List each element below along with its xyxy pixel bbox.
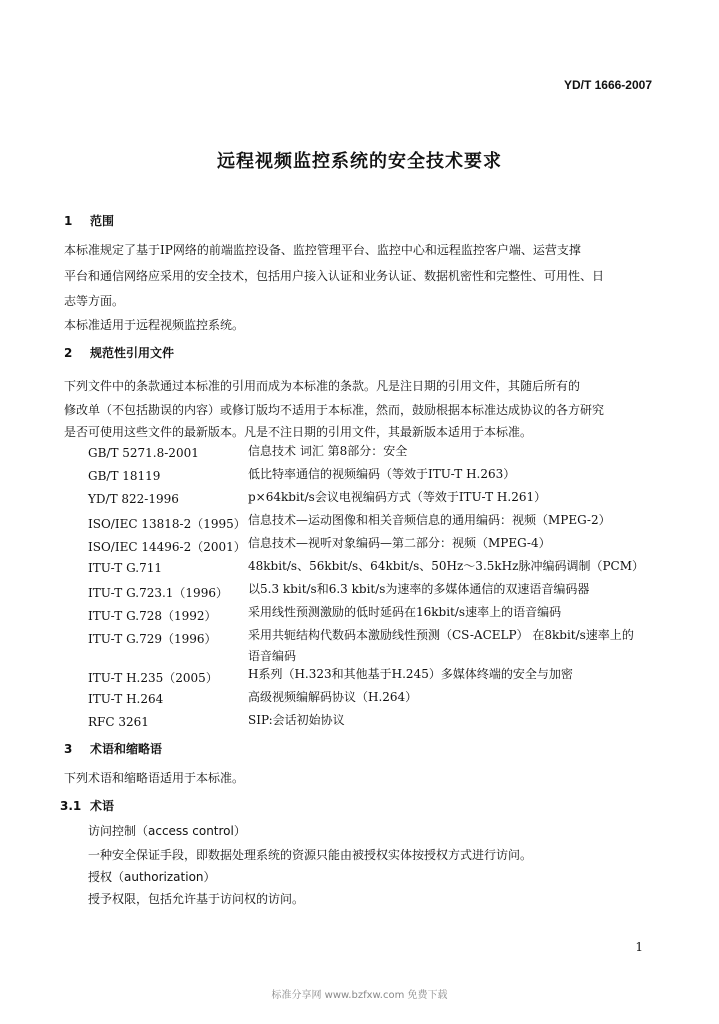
section-title: 规范性引用文件 xyxy=(90,346,175,360)
reference-title: H系列（H.323和其他基于H.245）多媒体终端的安全与加密 xyxy=(248,667,573,681)
paragraph-line: 本标准规定了基于IP网络的前端监控设备、监控管理平台、监控中心和远程监控客户端、运营支撑 xyxy=(64,243,581,257)
section-number: 1 xyxy=(64,214,73,228)
section-number: 2 xyxy=(64,346,73,360)
reference-code: ITU-T H.264 xyxy=(88,692,164,706)
reference-title: 高级视频编解码协议（H.264） xyxy=(248,690,418,704)
reference-title: p×64kbit/s会议电视编码方式（等效于ITU-T H.261） xyxy=(248,490,547,504)
paragraph-line: 下列术语和缩略语适用于本标准。 xyxy=(64,771,245,785)
subsection-title: 术语 xyxy=(90,799,115,813)
reference-title: 以5.3 kbit/s和6.3 kbit/s为速率的多媒体通信的双速语音编码器 xyxy=(248,582,590,596)
paragraph-line: 下列文件中的条款通过本标准的引用而成为本标准的条款。凡是注日期的引用文件，其随后所有的 xyxy=(64,379,581,393)
document-code: YD/T 1666-2007 xyxy=(563,78,652,92)
reference-title: 48kbit/s、56kbit/s、64kbit/s、50Hz～3.5kHz脉冲编码调制（PCM） xyxy=(248,559,644,573)
reference-title: 采用共轭结构代数码本激励线性预测（CS-ACELP） 在8kbit/s速率上的 xyxy=(248,628,634,642)
page-number: 1 xyxy=(635,940,643,954)
reference-code: ISO/IEC 14496-2（2001） xyxy=(88,540,246,554)
document-title: 远程视频监控系统的安全技术要求 xyxy=(217,151,502,172)
reference-code: GB/T 5271.8-2001 xyxy=(88,446,199,460)
footer-watermark: 标准分享网 www.bzfxw.com 免费下载 xyxy=(271,990,448,1001)
reference-title: 采用线性预测激励的低时延码在16kbit/s速率上的语音编码 xyxy=(248,605,562,619)
subsection-3-1-heading xyxy=(60,797,114,814)
section-number: 3 xyxy=(64,742,73,756)
term-definition: 授予权限，包括允许基于访问权的访问。 xyxy=(88,892,305,906)
section-title: 术语和缩略语 xyxy=(90,742,163,756)
reference-code: ITU-T G.729（1996） xyxy=(88,632,217,646)
term-definition: 一种安全保证手段，即数据处理系统的资源只能由被授权实体按授权方式进行访问。 xyxy=(88,848,533,862)
paragraph-line: 本标准适用于远程视频监控系统。 xyxy=(64,318,245,332)
reference-code: ITU-T G.711 xyxy=(88,561,162,575)
reference-code: ITU-T G.728（1992） xyxy=(88,609,217,623)
reference-title: 低比特率通信的视频编码（等效于ITU-T H.263） xyxy=(248,467,516,481)
reference-code: ISO/IEC 13818-2（1995） xyxy=(88,517,246,531)
reference-title: 信息技术 词汇 第8部分：安全 xyxy=(248,444,408,458)
reference-code: RFC 3261 xyxy=(88,715,149,729)
paragraph-line: 是否可使用这些文件的最新版本。凡是不注日期的引用文件，其最新版本适用于本标准。 xyxy=(64,425,533,439)
reference-code: YD/T 822-1996 xyxy=(88,492,179,506)
reference-code: ITU-T H.235（2005） xyxy=(88,671,218,685)
section-title: 范围 xyxy=(90,214,115,228)
reference-title: 信息技术—运动图像和相关音频信息的通用编码：视频（MPEG-2） xyxy=(248,513,611,527)
paragraph-line: 平台和通信网络应采用的安全技术，包括用户接入认证和业务认证、数据机密性和完整性、可用性、日 xyxy=(64,269,605,283)
reference-code: ITU-T G.723.1（1996） xyxy=(88,586,228,600)
section-3-heading xyxy=(64,740,162,757)
subsection-number: 3.1 xyxy=(60,799,82,813)
paragraph-line: 志等方面。 xyxy=(64,294,125,308)
term-name: 授权（authorization） xyxy=(88,870,216,884)
reference-code: GB/T 18119 xyxy=(88,469,161,483)
section-2-heading xyxy=(64,344,174,361)
reference-title: 信息技术—视听对象编码—第二部分：视频（MPEG-4） xyxy=(248,536,551,550)
section-1-heading xyxy=(64,212,114,229)
reference-title-continued: 语音编码 xyxy=(248,649,297,663)
paragraph-line: 修改单（不包括勘误的内容）或修订版均不适用于本标准，然而，鼓励根据本标准达成协议的各方研究 xyxy=(64,403,605,417)
reference-title: SIP:会话初始协议 xyxy=(248,713,345,727)
term-name: 访问控制（access control） xyxy=(88,824,246,838)
